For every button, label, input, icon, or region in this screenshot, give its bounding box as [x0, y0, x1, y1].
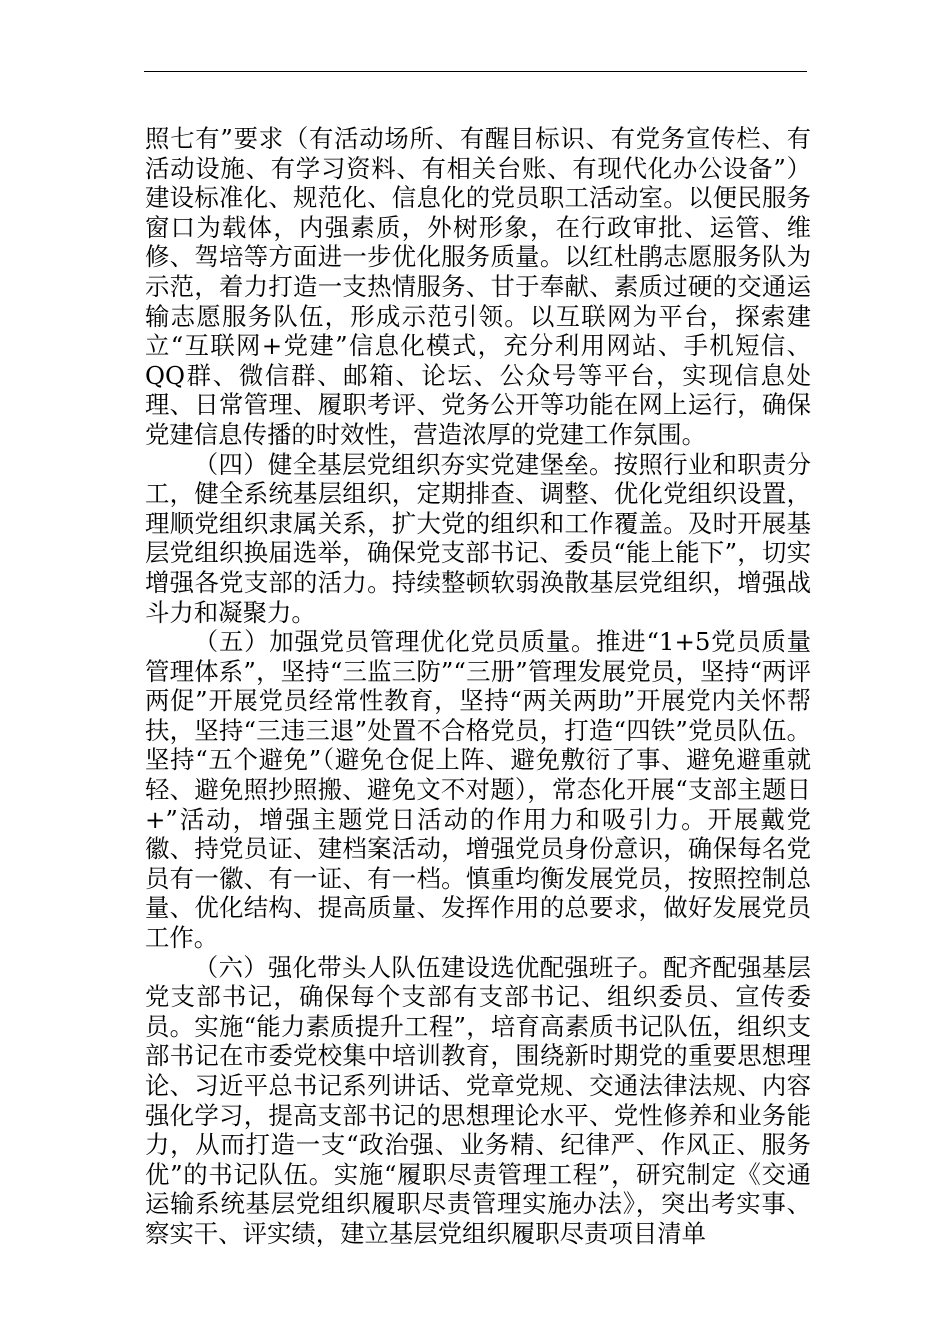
- paragraph-continuation: 照七有”要求（有活动场所、有醒目标识、有党务宣传栏、有活动设施、有学习资料、有相关台账、有现代化办公设备”）建设标准化、规范化、信息化的党员职工活动室。以便民服务窗口为载体，内强素质，外树形象，在行政审批、运管、维修、驾培等方面进一步优化服务质量。以红杜鹃志愿服务队为示范，着力打造一支热情服务、甘于奉献、素质过硬的交通运输志愿服务队伍，形成示范引领。以互联网为平台，探索建立“互联网+党建”信息化模式，充分利用网站、手机短信、QQ群、微信群、邮箱、论坛、公众号等平台，实现信息处理、日常管理、履职考评、党务公开等功能在网上运行，确保党建信息传播的时效性，营造浓厚的党建工作氛围。: [145, 124, 811, 449]
- body-text: [145, 124, 811, 1249]
- paragraph-section-4: （四）健全基层党组织夯实党建堡垒。按照行业和职责分工，健全系统基层组织，定期排查、调整、优化党组织设置，理顺党组织隶属关系，扩大党的组织和工作覆盖。及时开展基层党组织换届选举，确保党支部书记、委员“能上能下”，切实增强各党支部的活力。持续整顿软弱涣散基层党组织，增强战斗力和凝聚力。: [145, 449, 811, 627]
- header-rule: [144, 71, 807, 72]
- paragraph-section-6: （六）强化带头人队伍建设选优配强班子。配齐配强基层党支部书记，确保每个支部有支部书记、组织委员、宣传委员。实施“能力素质提升工程”，培育高素质书记队伍，组织支部书记在市委党校集中培训教育，围绕新时期党的重要思想理论、习近平总书记系列讲话、党章党规、交通法律法规、内容强化学习，提高支部书记的思想理论水平、党性修养和业务能力，从而打造一支“政治强、业务精、纪律严、作风正、服务优”的书记队伍。实施“履职尽责管理工程”，研究制定《交通运输系统基层党组织履职尽责管理实施办法》，突出考实事、察实干、评实绩，建立基层党组织履职尽责项目清单: [145, 952, 811, 1248]
- paragraph-section-5: （五）加强党员管理优化党员质量。推进“1+5党员质量管理体系”，坚持“三监三防”“三册”管理发展党员，坚持“两评两促”开展党员经常性教育，坚持“两关两助”开展党内关怀帮扶，坚持“三违三退”处置不合格党员，打造“四铁”党员队伍。坚持“五个避免”（避免仓促上阵、避免敷衍了事、避免避重就轻、避免照抄照搬、避免文不对题），常态化开展“支部主题日+”活动，增强主题党日活动的作用力和吸引力。开展戴党徽、持党员证、建档案活动，增强党员身份意识，确保每名党员有一徽、有一证、有一档。慎重均衡发展党员，按照控制总量、优化结构、提高质量、发挥作用的总要求，做好发展党员工作。: [145, 627, 811, 953]
